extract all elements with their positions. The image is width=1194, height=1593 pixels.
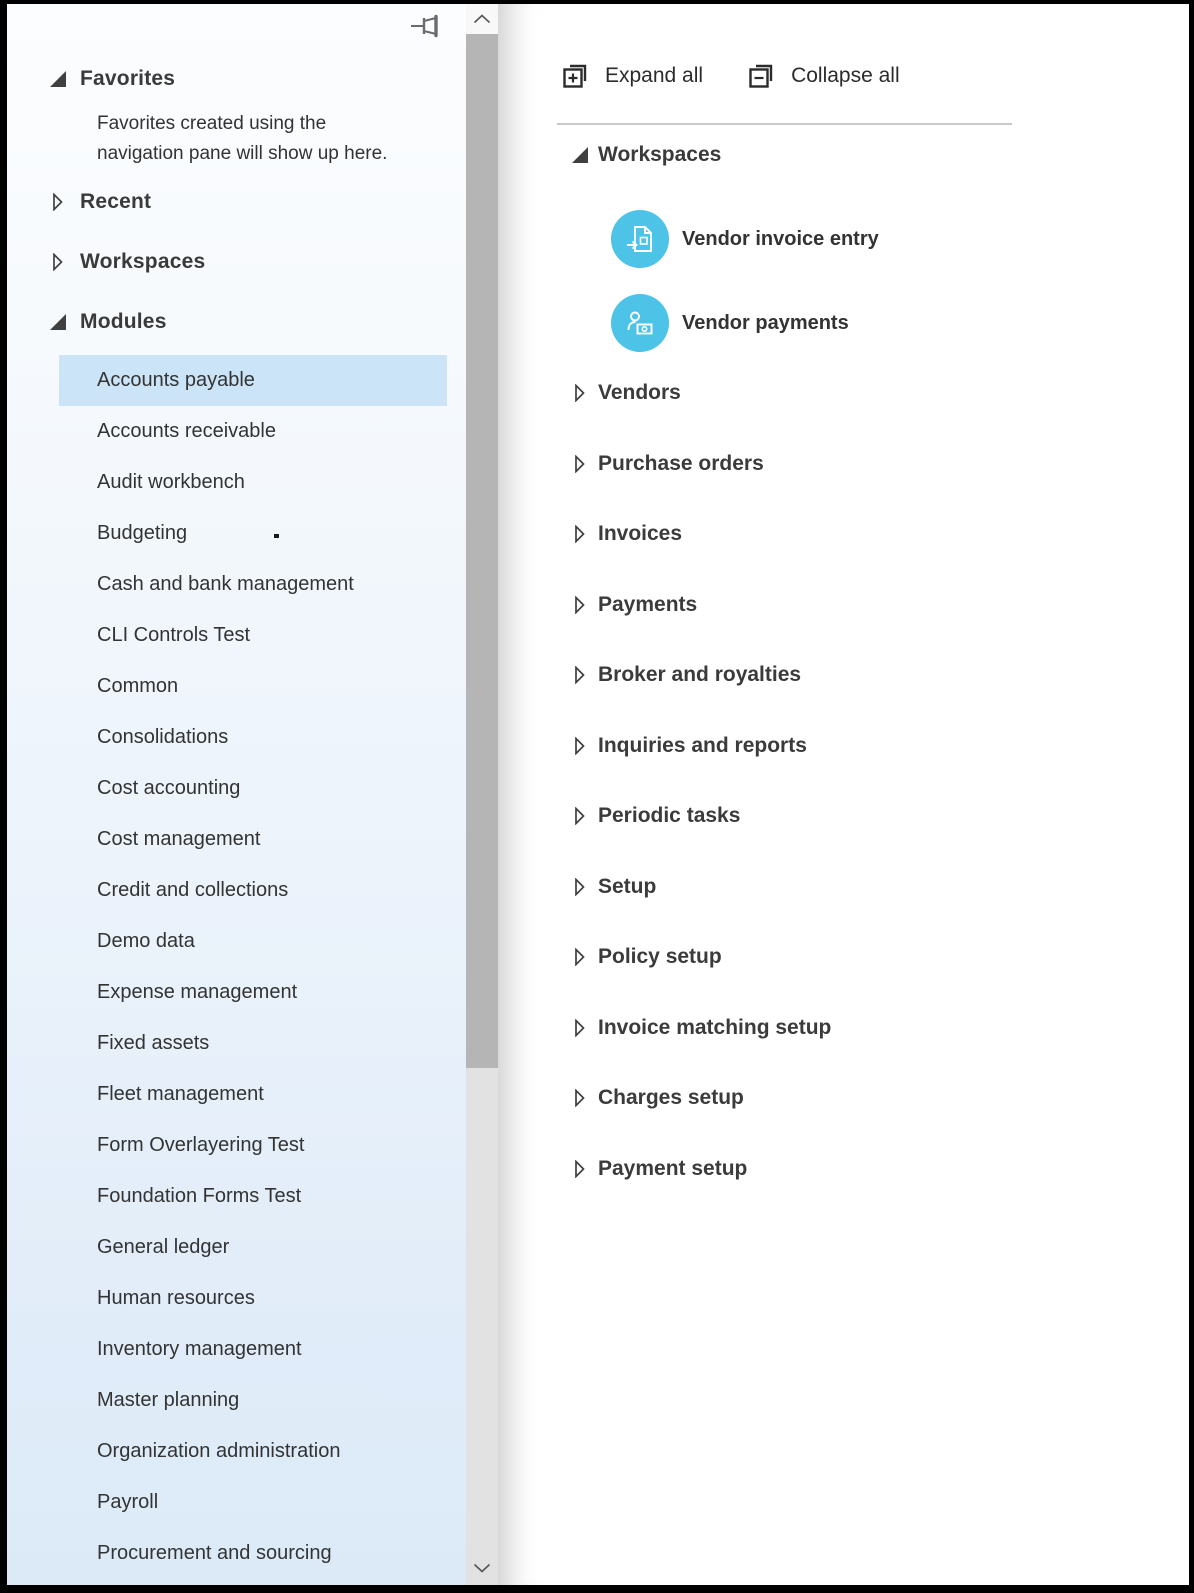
chevron-up-icon (473, 14, 491, 24)
module-list-item[interactable] (59, 457, 447, 508)
module-label: Organization administration (97, 1440, 341, 1462)
module-list-item[interactable] (59, 763, 447, 814)
collapsed-chevron-icon (571, 1160, 588, 1178)
module-section-row[interactable] (498, 1063, 1189, 1134)
content-toolbar (498, 56, 1189, 96)
nav-section-modules[interactable] (7, 302, 466, 342)
section-label: Payment setup (598, 1156, 748, 1180)
nav-section-recent[interactable] (7, 182, 466, 222)
module-section-list (498, 358, 1189, 1204)
module-section-row[interactable] (498, 429, 1189, 500)
module-label: Form Overlayering Test (97, 1134, 305, 1156)
module-list-item[interactable] (59, 1018, 447, 1069)
expanded-triangle-icon (571, 147, 588, 163)
module-section-row[interactable] (498, 711, 1189, 782)
workspace-label: Vendor payments (682, 311, 849, 334)
module-label: Expense management (97, 981, 298, 1003)
module-label: Inventory management (97, 1338, 302, 1360)
section-label: Periodic tasks (598, 804, 741, 828)
collapsed-chevron-icon (571, 455, 588, 473)
scrollbar-track[interactable] (466, 1068, 498, 1551)
module-label: Demo data (97, 930, 195, 952)
collapsed-chevron-icon (49, 253, 66, 271)
workspace-item-vendor-invoice-entry[interactable] (498, 197, 1189, 281)
expanded-triangle-icon (49, 314, 66, 330)
module-list-item[interactable] (59, 406, 447, 457)
collapsed-chevron-icon (571, 525, 588, 543)
expand-all-label: Expand all (605, 64, 704, 87)
scroll-down-button[interactable] (466, 1551, 498, 1585)
module-list-item[interactable] (59, 610, 447, 661)
expand-all-icon (561, 62, 589, 90)
collapse-all-label: Collapse all (791, 64, 900, 87)
section-label: Invoices (598, 522, 683, 546)
navigation-pane (7, 4, 466, 1585)
section-label: Invoice matching setup (598, 1015, 832, 1039)
module-list-item[interactable] (59, 967, 447, 1018)
collapsed-chevron-icon (49, 193, 66, 211)
collapse-all-icon (747, 62, 775, 90)
section-label: Purchase orders (598, 451, 764, 475)
workspaces-group-label: Workspaces (598, 143, 722, 166)
module-label: Fleet management (97, 1083, 264, 1105)
module-label: Audit workbench (97, 471, 245, 493)
module-list-item[interactable] (59, 355, 447, 406)
module-section-row[interactable] (498, 570, 1189, 641)
module-label: Master planning (97, 1389, 240, 1411)
nav-section-favorites[interactable] (7, 59, 466, 99)
collapsed-chevron-icon (571, 948, 588, 966)
module-list-item[interactable] (59, 712, 447, 763)
module-label: Cost accounting (97, 777, 241, 799)
vendor-payments-icon (611, 294, 669, 352)
expanded-triangle-icon (49, 71, 66, 87)
collapsed-chevron-icon (571, 807, 588, 825)
module-section-row[interactable] (498, 993, 1189, 1064)
module-label: Fixed assets (97, 1032, 210, 1054)
module-label: Procurement and sourcing (97, 1542, 332, 1564)
section-label: Inquiries and reports (598, 733, 807, 757)
chevron-down-icon (473, 1563, 491, 1573)
section-label: Vendors (598, 381, 681, 405)
module-label: Cost management (97, 828, 261, 850)
collapsed-chevron-icon (571, 878, 588, 896)
module-label: Credit and collections (97, 879, 289, 901)
module-label: Consolidations (97, 726, 229, 748)
module-label: Common (97, 675, 179, 697)
nav-section-label: Modules (80, 310, 167, 333)
module-label: Budgeting (97, 522, 188, 544)
nav-section-workspaces[interactable] (7, 242, 466, 282)
module-label: Payroll (97, 1491, 159, 1513)
module-section-row[interactable] (498, 922, 1189, 993)
workspace-list (498, 197, 1189, 365)
workspace-item-vendor-payments[interactable] (498, 281, 1189, 365)
module-label: Accounts payable (97, 369, 255, 391)
module-section-row[interactable] (498, 358, 1189, 429)
module-content-pane (498, 4, 1189, 1585)
module-section-row[interactable] (498, 852, 1189, 923)
module-section-row[interactable] (498, 640, 1189, 711)
module-list-item[interactable] (59, 1477, 447, 1528)
pin-icon[interactable] (410, 13, 444, 39)
module-list-item[interactable] (59, 1120, 447, 1171)
workspace-label: Vendor invoice entry (682, 227, 879, 250)
section-label: Broker and royalties (598, 663, 802, 687)
module-list-item[interactable] (59, 814, 447, 865)
module-label: General ledger (97, 1236, 230, 1258)
module-label: Human resources (97, 1287, 255, 1309)
nav-section-label: Workspaces (80, 250, 206, 273)
collapsed-chevron-icon (571, 596, 588, 614)
module-label: Accounts receivable (97, 420, 276, 442)
favorites-empty-note: Favorites created using the navigation pane will show up here. (97, 113, 388, 164)
collapse-all-button[interactable] (747, 62, 900, 90)
module-list-item[interactable] (59, 1171, 447, 1222)
module-section-row[interactable] (498, 499, 1189, 570)
section-label: Charges setup (598, 1086, 744, 1110)
cursor-artifact (274, 534, 279, 538)
scroll-up-button[interactable] (466, 4, 498, 34)
module-list-item[interactable] (59, 661, 447, 712)
module-list (7, 355, 466, 1579)
nav-section-label: Favorites (80, 67, 176, 90)
collapsed-chevron-icon (571, 384, 588, 402)
module-list-item[interactable] (59, 865, 447, 916)
collapsed-chevron-icon (571, 1019, 588, 1037)
vendor-invoice-entry-icon (611, 210, 669, 268)
module-label: Cash and bank management (97, 573, 354, 595)
module-list-item[interactable] (59, 559, 447, 610)
scrollbar-thumb[interactable] (466, 34, 498, 1068)
nav-section-label: Recent (80, 190, 152, 213)
module-list-item[interactable] (59, 1222, 447, 1273)
module-list-item[interactable] (59, 1375, 447, 1426)
module-list-item[interactable] (59, 916, 447, 967)
module-list-item[interactable] (59, 1324, 447, 1375)
collapsed-chevron-icon (571, 737, 588, 755)
module-list-item[interactable] (59, 508, 447, 559)
collapsed-chevron-icon (571, 666, 588, 684)
module-list-item[interactable] (59, 1069, 447, 1120)
section-label: Payments (598, 592, 698, 616)
module-label: Foundation Forms Test (97, 1185, 302, 1207)
collapsed-chevron-icon (571, 1089, 588, 1107)
module-section-row[interactable] (498, 781, 1189, 852)
navigation-flyout (7, 4, 1189, 1585)
module-section-row[interactable] (498, 1134, 1189, 1205)
nav-scrollbar[interactable] (466, 4, 498, 1585)
module-label: CLI Controls Test (97, 624, 251, 646)
module-list-item[interactable] (59, 1273, 447, 1324)
section-label: Policy setup (598, 945, 722, 969)
module-list-item[interactable] (59, 1528, 447, 1579)
toolbar-divider (557, 123, 1012, 125)
expand-all-button[interactable] (561, 62, 703, 90)
workspaces-group-header[interactable] (498, 135, 1189, 175)
section-label: Setup (598, 874, 657, 898)
module-list-item[interactable] (59, 1426, 447, 1477)
